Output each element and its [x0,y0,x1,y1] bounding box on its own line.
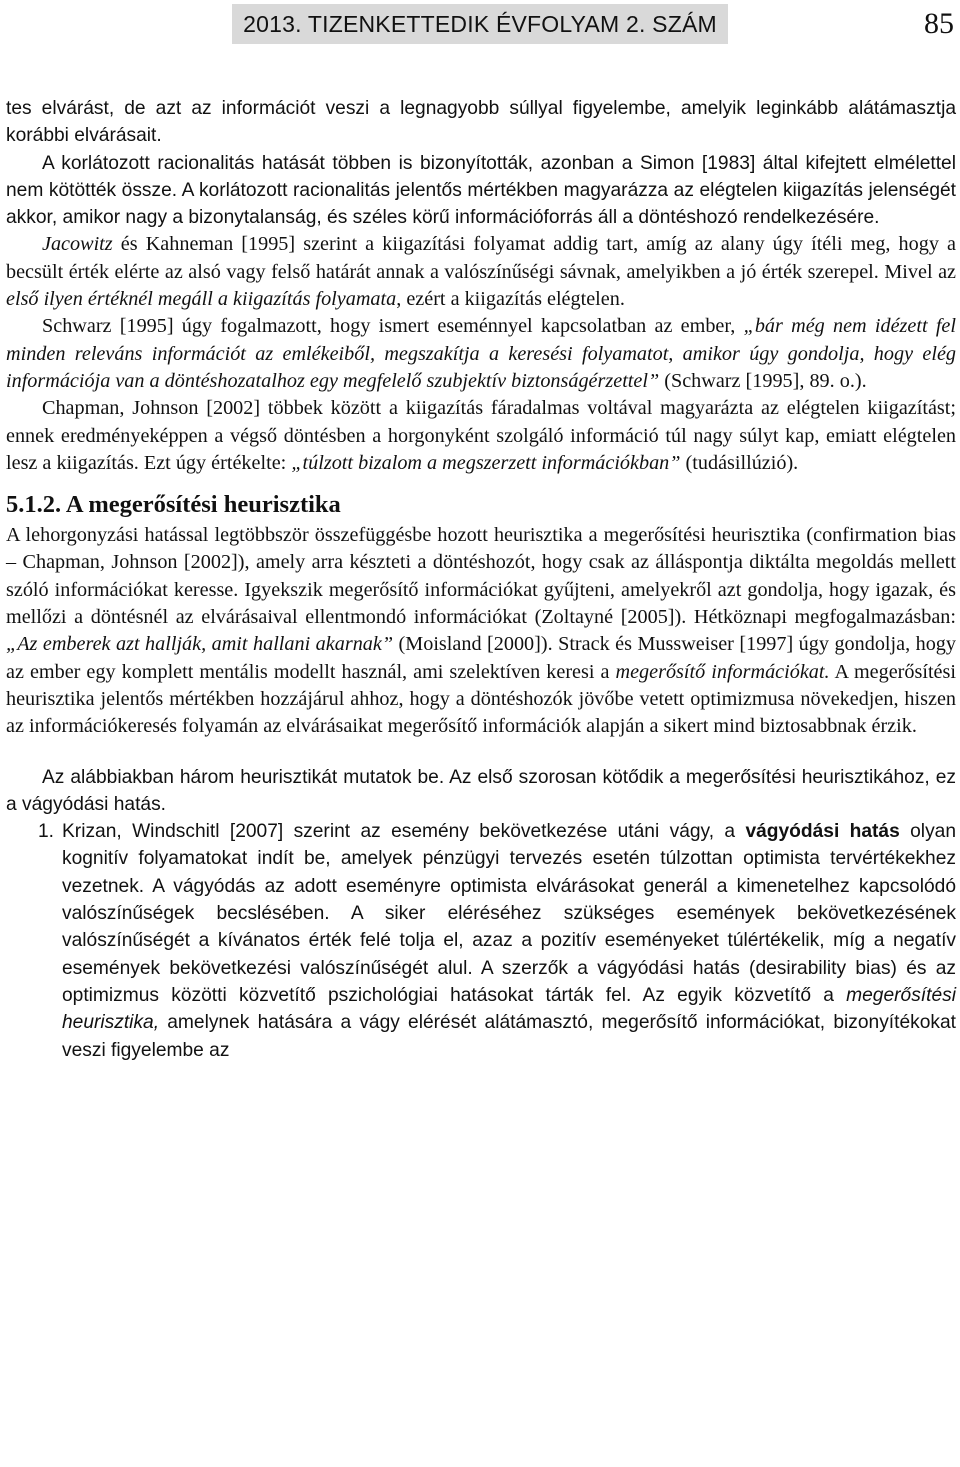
quotation: „Az emberek azt hallják, amit hallani akarnak” [6,633,394,656]
paragraph-schwarz: Schwarz [1995] úgy fogalmazott, hogy ismert eseménnyel kapcsolatban az ember, „bár még nem idézett fel minden releváns információt az emlékeiből, megszakítja a keresési folyamatot, amikor úgy gondolja, hogy elég információja van a döntéshozatalhoz egy megfelelő szubjektív biztonságérzettel” (Schwarz [1995], 89. o.). [6,315,956,392]
paragraph-confirmation-bias: A lehorgonyzási hatással legtöbbször összefüggésbe hozott heurisztika a megerősítési heurisztika (confirmation bias – Chapman, Johnson [2002]), amely arra készteti a döntéshozót, hogy csak az álláspontja diktálta megoldás mellett szóló információkat keresse. Igyekszik megerősítő információkat gyűjteni, amelyekről azt gondolja, hogy igazak, és mellőzi a döntésnél az elvárásaival ellentmondó információkat (Zoltayné [2005]). Hétköznapi megfogalmazásban: „Az emberek azt hallják, amit hallani akarnak” (Moisland [2000]). Strack és Mussweiser [1997] úgy gondolja, hogy az ember egy komplett mentális modellt használ, ami szelektíven keresi a megerősítő információkat. A megerősítési heurisztika jelentős mértékben hozzájárul ahhoz, hogy a döntéshozók jövőbe vetett optimizmusa növekedjen, hiszen az információkeresés folyamán az elvárásaikat megerősítő információk alapján a sikert mind biztosabbnak érzik. [6,524,956,738]
running-header [232,4,728,44]
emphasis-text: megerősítési heurisztika, [62,984,956,1034]
journal-issue-title: 2013. TIZENKETTEDIK ÉVFOLYAM 2. SZÁM [243,11,717,37]
paragraph-continuation: tes elvárást, de azt az információt veszi a legnagyobb súllyal figyelembe, amelyik leginkább alátámasztja korábbi elvárásait. [6,98,956,147]
paragraph-bounded-rationality: A korlátozott racionalitás hatását többen is bizonyították, azonban a Simon [1983] által kifejtett elmélettel nem kötötték össze. A korlátozott racionalitás jelentős mértékben magyarázza az elégtelen kiigazítás jelenségét akkor, amikor nagy a bizonytalanság, és széles körű információforrás áll a döntéshozó rendelkezésére. [6,152,956,229]
paragraph-three-heuristics: Az alábbiakban három heurisztikát mutatok be. Az első szorosan kötődik a megerősítési heurisztikához, ez a vágyódási hatás. [6,766,956,815]
quotation: „bár még nem idézett fel minden releváns információt az emlékeiből, megszakítja a keresési folyamatot, amikor úgy gondolja, hogy elég információja van a döntéshozatalhoz egy megfelelő szubjektív biztonságérzettel” [6,315,956,392]
emphasis-text: első ilyen értéknél megáll a kiigazítás folyamata [6,288,397,311]
paragraph-chapman: Chapman, Johnson [2002] többek között a kiigazítás fáradalmas voltával magyarázta az elégtelen kiigazítást; ennek eredményeképpen a végső döntésben a horgonyként szolgáló információ túl nagy súlyt kap, emiatt elégtelen lesz a kiigazítás. Ezt úgy értékelte: „túlzott bizalom a megszerzett információkban” (tudásillúzió). [6,397,956,474]
page-number: 85 [924,7,954,40]
bold-term: vágyódási hatás [745,821,900,843]
heuristics-list [6,818,956,1064]
section-heading: 5.1.2. A megerősítési heurisztika [6,491,341,519]
article-body [6,95,956,1064]
author-name-jacowitz: Jacowitz [42,233,113,256]
list-item: 1. Krizan, Windschitl [2007] szerint az esemény bekövetkezése utáni vágy, a vágyódási hatás olyan kognitív folyamatokat indít be, amelyek pénzügyi tervezés esetén túlzottan optimista tervértékekhez vezetnek. A vágyódás az adott eseményre optimista elvárásokat generál a kimenetelhez kapcsolódó valószínűségek becslésében. A siker eléréséhez szükséges események bekövetkezésének valószínűségét a kívánatos érték felé tolja el, azaz a pozitív eseményeket túlértékelik, míg a negatív események bekövetkezési valószínűségét alul. A szerzők a vágyódási hatás (desirability bias) és az optimizmus közötti közvetítő pszichológiai hatásokat tárták fel. Az egyik közvetítő a megerősítési heurisztika, amelynek hatására a vágy elérését alátámasztó, megerősítő információkat, bizonyítékokat veszi figyelembe az [6,818,956,1064]
emphasis-text: megerősítő információkat. [615,660,830,683]
list-number: 1. [38,821,55,843]
paragraph-gap [6,741,956,764]
quotation: „túlzott bizalom a megszerzett információkban” [291,451,681,474]
paragraph-jacowitz: Jacowitz és Kahneman [1995] szerint a kiigazítási folyamat addig tart, amíg az alany úgy ítéli meg, hogy a becsült érték elérte az alsó vagy felső határát annak a valószínűségi sávnak, amelyikben a jó érték szerepel. Mivel az első ilyen értéknél megáll a kiigazítás folyamata, ezért a kiigazítás elégtelen. [6,233,956,311]
